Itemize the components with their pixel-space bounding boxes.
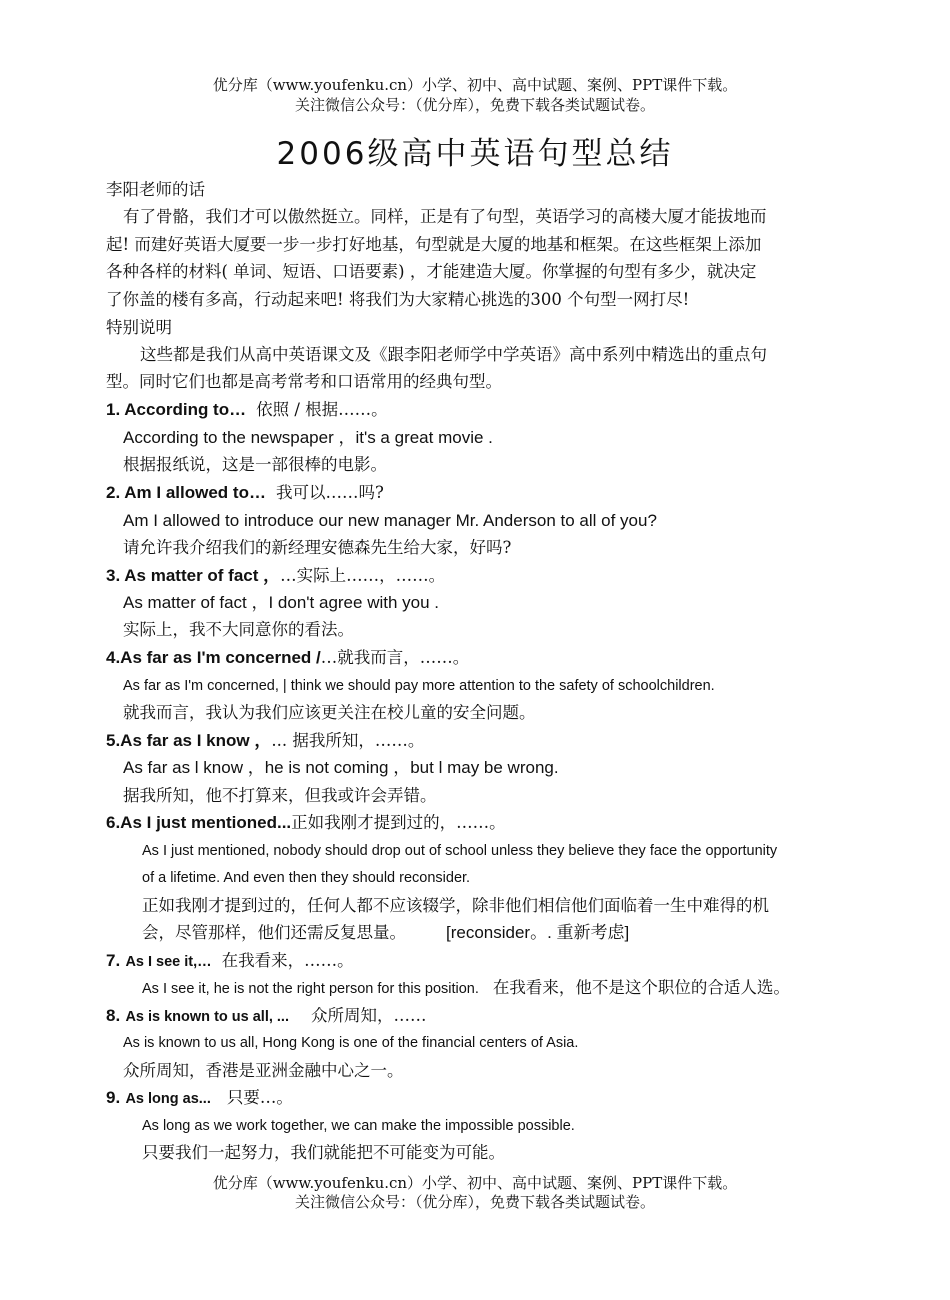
pattern-4-example: As far as I'm concerned, | think we should pay more attention to the safety of schoolchildren. xyxy=(123,678,715,694)
pattern-7-translation: 在我看来，他不是这个职位的合适人选。 xyxy=(492,978,790,997)
pattern-9-number: 9. xyxy=(106,1088,121,1107)
pattern-5-meaning: ... 据我所知，……。 xyxy=(271,731,425,750)
pattern-3-heading xyxy=(106,564,445,588)
pattern-7-example-row xyxy=(142,976,790,1001)
pattern-1-meaning: 依照 / 根据……。 xyxy=(256,400,388,419)
pattern-8-translation: 众所周知，香港是亚洲金融中心之一。 xyxy=(123,1061,404,1080)
pattern-1-translation: 根据报纸说，这是一部很棒的电影。 xyxy=(123,455,387,474)
pattern-2-phrase: 2. Am I allowed to… xyxy=(106,483,266,502)
pattern-6-meaning: 正如我刚才提到过的，……。 xyxy=(291,813,506,832)
pattern-7-example: As I see it, he is not the right person for this position. xyxy=(142,981,479,997)
page-header-line-2: 关注微信公众号：（优分库），免费下载各类试题试卷。 xyxy=(294,96,655,114)
pattern-2-meaning: 我可以……吗? xyxy=(275,483,384,502)
pattern-1-phrase: 1. According to… xyxy=(106,400,247,419)
page-footer-line-2: 关注微信公众号：（优分库），免费下载各类试题试卷。 xyxy=(294,1193,655,1211)
pattern-6-example-line-2: of a lifetime. And even then they should reconsider. xyxy=(142,870,471,886)
pattern-1-example: According to the newspaper ，it's a great movie . xyxy=(123,428,493,447)
pattern-7-heading xyxy=(106,949,354,974)
pattern-5-heading xyxy=(106,729,424,753)
pattern-3-example: As matter of fact ，I don't agree with you . xyxy=(123,593,440,612)
pattern-2-heading xyxy=(106,481,384,505)
pattern-4-heading xyxy=(106,646,469,670)
pattern-6-example-line-1: As I just mentioned, nobody should drop out of school unless they believe they face the opportunity xyxy=(142,843,778,859)
pattern-8-meaning: 众所周知，…… xyxy=(311,1006,427,1025)
pattern-6-heading xyxy=(106,811,506,835)
pattern-9-meaning: 只要…。 xyxy=(226,1088,293,1107)
pattern-2-translation: 请允许我介绍我们的新经理安德森先生给大家，好吗? xyxy=(123,538,512,557)
pattern-7-phrase: As I see it,… xyxy=(125,954,212,970)
pattern-5-example: As far as l know ，he is not coming ，but l may be wrong. xyxy=(123,758,559,777)
pattern-6-translation-line-2 xyxy=(142,921,629,945)
intro-paragraph-line-1: 有了骨骼，我们才可以傲然挺立。同样，正是有了句型，英语学习的高楼大厦才能拔地而 xyxy=(123,207,767,226)
notice-paragraph-line-1: 这些都是我们从高中英语课文及《跟李阳老师学中学英语》高中系列中精选出的重点句 xyxy=(140,345,767,364)
intro-paragraph-line-3: 各种各样的材料( 单词、短语、口语要素) ，才能建造大厦。你掌握的句型有多少，就决定 xyxy=(106,262,757,281)
notice-heading: 特别说明 xyxy=(106,318,172,337)
pattern-6-translation-line-1: 正如我刚才提到过的，任何人都不应该辍学，除非他们相信他们面临着一生中难得的机 xyxy=(142,896,769,915)
pattern-8-number: 8. xyxy=(106,1006,121,1025)
page-header-line-1: 优分库（www.youfenku.cn）小学、初中、高中试题、案例、PPT课件下载。 xyxy=(212,76,738,94)
pattern-1-heading xyxy=(106,398,388,422)
pattern-3-meaning: …实际上……，……。 xyxy=(280,566,446,585)
pattern-9-example: As long as we work together, we can make the impossible possible. xyxy=(142,1118,575,1134)
pattern-4-phrase: 4.As far as I'm concerned / xyxy=(106,648,321,667)
pattern-4-translation: 就我而言，我认为我们应该更关注在校儿童的安全问题。 xyxy=(123,703,536,722)
pattern-7-meaning: 在我看来，……。 xyxy=(221,951,354,970)
intro-paragraph-line-2: 起! 而建好英语大厦要一步一步打好地基，句型就是大厦的地基和框架。在这些框架上添加 xyxy=(106,235,762,254)
pattern-6-note: [reconsider。. 重新考虑] xyxy=(446,923,630,942)
pattern-5-phrase: 5.As far as I know ， xyxy=(106,731,272,750)
pattern-8-heading xyxy=(106,1004,427,1029)
intro-paragraph-line-4: 了你盖的楼有多高，行动起来吧! 将我们为大家精心挑选的300 个句型一网打尽! xyxy=(106,290,690,309)
pattern-9-phrase: As long as... xyxy=(125,1091,211,1107)
pattern-8-example: As is known to us all, Hong Kong is one of the financial centers of Asia. xyxy=(123,1035,579,1051)
pattern-3-phrase: 3. As matter of fact ， xyxy=(106,566,281,585)
pattern-8-phrase: As is known to us all, ... xyxy=(125,1009,289,1025)
pattern-3-translation: 实际上，我不大同意你的看法。 xyxy=(123,620,354,639)
notice-paragraph-line-2: 型。同时它们也都是高考常考和口语常用的经典句型。 xyxy=(106,372,502,391)
pattern-2-example: Am I allowed to introduce our new manager Mr. Anderson to all of you? xyxy=(123,511,657,530)
pattern-5-translation: 据我所知，他不打算来，但我或许会弄错。 xyxy=(123,786,437,805)
document-title: 2006级高中英语句型总结 xyxy=(276,136,674,172)
pattern-7-number: 7. xyxy=(106,951,121,970)
pattern-9-translation: 只要我们一起努力，我们就能把不可能变为可能。 xyxy=(142,1143,505,1162)
pattern-6-phrase: 6.As I just mentioned... xyxy=(106,813,292,832)
pattern-6-translation-line-2-text: 会，尽管那样，他们还需反复思量。 xyxy=(142,923,406,942)
pattern-9-heading xyxy=(106,1086,293,1111)
intro-heading: 李阳老师的话 xyxy=(106,180,205,199)
page-footer-line-1: 优分库（www.youfenku.cn）小学、初中、高中试题、案例、PPT课件下载。 xyxy=(212,1174,738,1192)
pattern-4-meaning: …就我而言，……。 xyxy=(320,648,470,667)
